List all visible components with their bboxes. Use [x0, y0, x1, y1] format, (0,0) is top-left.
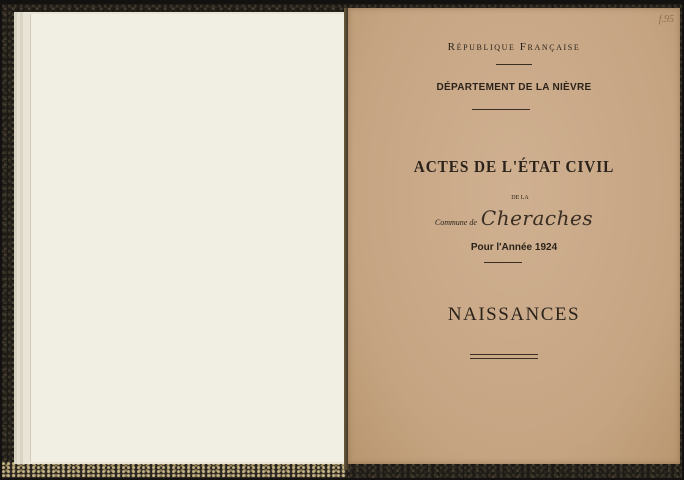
blank-left-page: [30, 14, 345, 462]
page-corner-mark: f.95: [658, 14, 674, 25]
rule-year: [484, 262, 522, 263]
double-rule-bottom: [470, 354, 538, 359]
marbled-edge: [2, 462, 346, 478]
section-title: NAISSANCES: [447, 304, 581, 325]
rule-department: [472, 109, 530, 110]
document-title: ACTES DE L'ÉTAT CIVIL: [413, 157, 615, 176]
commune-label: Commune de: [434, 218, 477, 227]
commune-name: Cheraches: [480, 206, 594, 230]
year-line: Pour l'Année 1924: [470, 242, 558, 253]
department-heading: DÉPARTEMENT DE LA NIÈVRE: [436, 82, 592, 93]
title-page: [348, 8, 680, 464]
rule-top: [496, 64, 532, 65]
republic-heading: République Française: [447, 41, 581, 53]
commune-line: [348, 206, 680, 230]
commune-prefix: DE LA: [511, 195, 529, 201]
